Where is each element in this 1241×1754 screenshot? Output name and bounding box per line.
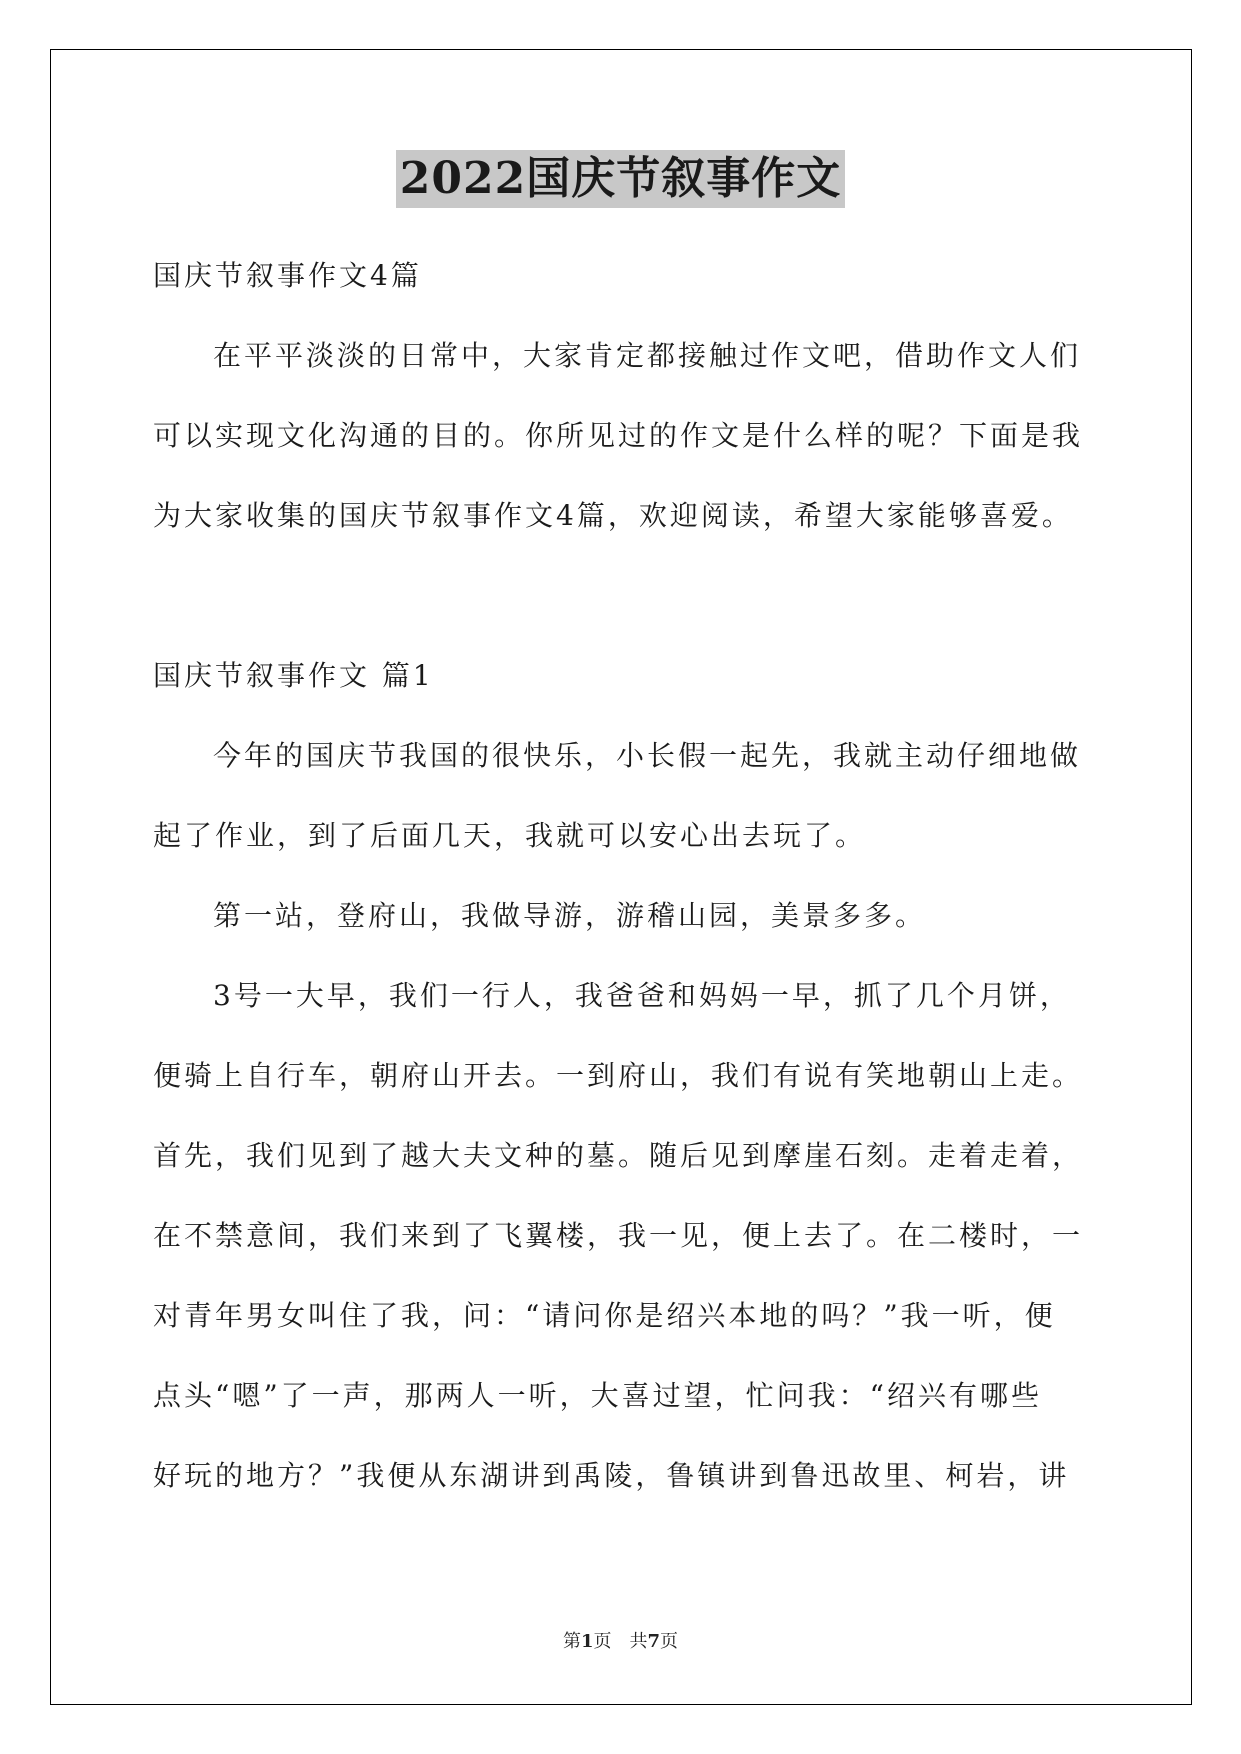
section-heading: 国庆节叙事作文 篇1 (153, 659, 434, 692)
page-footer (0, 1630, 1241, 1654)
paragraph-line: 便骑上自行车，朝府山开去。一到府山，我们有说有笑地朝山上走。 (153, 1059, 1084, 1092)
paragraph-line: 第一站，登府山，我做导游，游稽山园，美景多多。 (213, 899, 927, 932)
paragraph-line: 点头“嗯”了一声，那两人一听，大喜过望，忙问我：“绍兴有哪些 (153, 1379, 1042, 1412)
intro-line: 可以实现文化沟通的目的。你所见过的作文是什么样的呢？下面是我 (153, 419, 1084, 452)
page-current: 1 (580, 1631, 594, 1652)
intro-heading: 国庆节叙事作文4篇 (153, 259, 422, 292)
intro-line: 在平平淡淡的日常中，大家肯定都接触过作文吧，借助作文人们 (213, 339, 1082, 372)
intro-line: 为大家收集的国庆节叙事作文4篇，欢迎阅读，希望大家能够喜爱。 (153, 499, 1073, 532)
paragraph-line: 今年的国庆节我国的很快乐，小长假一起先，我就主动仔细地做 (213, 739, 1082, 772)
blank-line (153, 556, 1093, 636)
page-total: 7 (647, 1631, 661, 1652)
paragraph-line: 好玩的地方？”我便从东湖讲到禹陵，鲁镇讲到鲁迅故里、柯岩，讲 (153, 1459, 1070, 1492)
paragraph-line: 对青年男女叫住了我，问：“请问你是绍兴本地的吗？”我一听，便 (153, 1299, 1056, 1332)
document-title: 2022国庆节叙事作文 (396, 150, 845, 208)
page-prefix: 第 (562, 1631, 581, 1652)
paragraph-line: 首先，我们见到了越大夫文种的墓。随后见到摩崖石刻。走着走着， (153, 1139, 1084, 1172)
page-suffix: 页 (660, 1631, 679, 1652)
title-container (0, 150, 1241, 208)
paragraph-line: 起了作业，到了后面几天，我就可以安心出去玩了。 (153, 819, 867, 852)
page-mid: 页 共 (593, 1631, 648, 1652)
paragraph-line: 在不禁意间，我们来到了飞翼楼，我一见，便上去了。在二楼时，一 (153, 1219, 1084, 1252)
document-body (153, 236, 1093, 1516)
paragraph-line: 3号一大早，我们一行人，我爸爸和妈妈一早，抓了几个月饼， (213, 979, 1071, 1012)
